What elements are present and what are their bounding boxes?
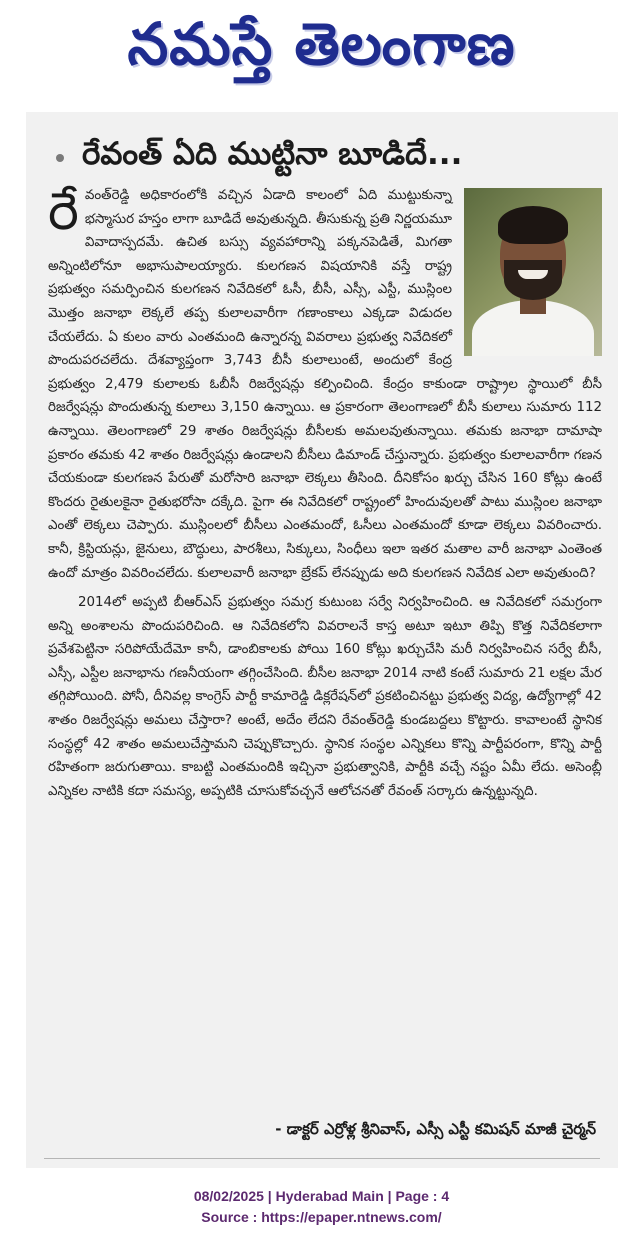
masthead (0, 0, 643, 100)
headline-bullet-icon (56, 154, 64, 162)
headline-row (46, 126, 606, 186)
photo-beard (504, 260, 562, 300)
article-body (48, 184, 602, 803)
masthead-logo: నమస్తే తెలంగాణ (127, 10, 516, 78)
clipping-bottom-rule (44, 1158, 600, 1159)
edition-info: 08/02/2025 | Hyderabad Main | Page : 4 (193, 1188, 450, 1204)
article-byline: - డాక్టర్ ఎర్రోళ్ల శ్రీనివాస్, ఎస్సీ ఎస్టీ కమిషన్ మాజీ చైర్మన్ (275, 1120, 596, 1138)
author-photo (464, 188, 602, 356)
photo-hair (498, 206, 568, 244)
article-paragraph-2: 2014లో అప్పటి బీఆర్‌ఎస్ ప్రభుత్వం సమగ్ర కుటుంబ సర్వే నిర్వహించింది. ఆ నివేదికలో సమగ్రంగా అన్ని అంశాలను పొందుపరిచింది. ఆ నివేదికలోని వివరాలనే కాస్త అటూ ఇటూ తిప్పి కొత్త నివేదికలాగా ప్రవేశపెట్టినా సరిపోయేదేమో కానీ, డాంబికాలకు పోయి 160 కోట్లు ఖర్చుచేసి మరీ నిర్వహించిన సర్వే బీసీ, ఎస్సీ, ఎస్టీల జనాభాను గణనీయంగా తగ్గించేసింది. బీసీల జనాభా 2014 నాటి కంటే సుమారు 21 లక్షల మేర తగ్గిపోయింది. పోనీ, దీనివల్ల కాంగ్రెస్ పార్టీ కామారెడ్డి డిక్లరేషన్‌లో ప్రకటించినట్టు ప్రభుత్వ విద్య, ఉద్యోగాల్లో 42 శాతం రిజర్వేషన్లు అమలు చేస్తారా? అంటే, అదేం లేదని రేవంత్‌రెడ్డి కుండబద్దలు కొట్టారు. కావాలంటే స్థానిక సంస్థల్లో 42 శాతం అమలుచేస్తామని చెప్పుకొచ్చారు. స్థానిక సంస్థల ఎన్నికలు కొన్ని పార్టీపరంగా, కొన్ని పార్టీ రహితంగా జరుగుతాయి. కాబట్టి ఎంతమందికి ఇచ్చినా ప్రభుత్వానికి, పార్టీకి వచ్చే నష్టం ఏమీ లేదు. అసెంబ్లీ ఎన్నికల నాటికి కదా సమస్య, అప్పటికి చూసుకోవచ్చనే ఆలోచనతో రేవంత్ సర్కారు ఉన్నట్టున్నది. (48, 595, 602, 799)
source-url: Source : https://epaper.ntnews.com/ (201, 1209, 442, 1225)
source-footer (0, 1186, 643, 1228)
article-clipping (26, 112, 618, 1168)
article-paragraph-1: వంత్‌రెడ్డి అధికారంలోకి వచ్చిన ఏడాది కాలంలో ఏది ముట్టుకున్నా భస్మాసుర హస్తం లాగా బూడిదే అవుతున్నది. తీసుకున్న ప్రతి నిర్ణయమూ వివాదాస్పదమే. ఉచిత బస్సు వ్యవహారాన్ని పక్కనపెడితే, మిగతా అన్నింటిలోనూ అభాసుపాలయ్యారు. కులగణన విషయానికి వస్తే రాష్ట్ర ప్రభుత్వం సమర్పించిన కులగణన నివేదికలో ఓసీ, బీసీ, ఎస్సీ, ఎస్టీ, ముస్లింల మొత్తం జనాభా లెక్కలే తప్ప కులాలవారీగా గణాంకాలు ఎక్కడా విడుదల చేయలేదు. ఏ కులం వారు ఎంతమంది ఉన్నారన్న వివరాలు ప్రభుత్వ నివేదికలో పొందుపరచలేదు. దేశవ్యాప్తంగా 3,743 బీసీ కులాలుంటే, అందులో కేంద్ర ప్రభుత్వం 2,479 కులాలకు ఓబీసీ రిజర్వేషన్లు కల్పించింది. కేంద్రం కాకుండా రాష్ట్రాల స్థాయిలో బీసీ రిజర్వేషన్లు పొందుతున్న కులాలు 3,150 ఉన్నాయి. ఆ ప్రకారంగా తెలంగాణలో బీసీ కులాలు సుమారు 112 ఉన్నాయి. తెలంగాణలో 29 శాతం రిజర్వేషన్లు బీసీలకు అమలవుతున్నాయి. తమకు జనాభా దామాషా ప్రకారం తమకు 42 శాతం రిజర్వేషన్లు ఉండాలని బీసీలు డిమాండ్ చేస్తున్నారు. ప్రభుత్వం కులాలవారీగా గణన చేయకుండా కులగణన పేరుతో మరోసారి జనాభా లెక్కలు తీసింది. దీనికోసం ఖర్చు చేసిన 160 కోట్లు ఉంటే కొందరు రైతులకైనా రైతుభరోసా దక్కేది. పైగా ఈ నివేదికలో రాష్ట్రంలో హిందువులతో పాటు ముస్లింల జనాభా ఎంతో లెక్కలు చెప్పారు. ముస్లింలలో బీసీలు ఎంతమందో, ఓసీలు ఎంతమందో కూడా లెక్కలు వివరించారు. కానీ, క్రిస్టియన్లు, జైనులు, బౌద్ధులు, పారశీలు, సిక్కులు, సింధీలు ఇలా ఇతర మతాల వారీ జనాభా ఎంతెంత ఉందో మాత్రం వివరించలేదు. కులాలవారీ జనాభా బ్రేకప్ లేనప్పుడు అది కులగణన నివేదిక ఎలా అవుతుంది? (48, 188, 602, 581)
drop-cap: రే (48, 182, 79, 242)
photo-smile (518, 270, 548, 279)
article-headline: రేవంత్ ఏది ముట్టినా బూడిదే... (82, 136, 463, 172)
